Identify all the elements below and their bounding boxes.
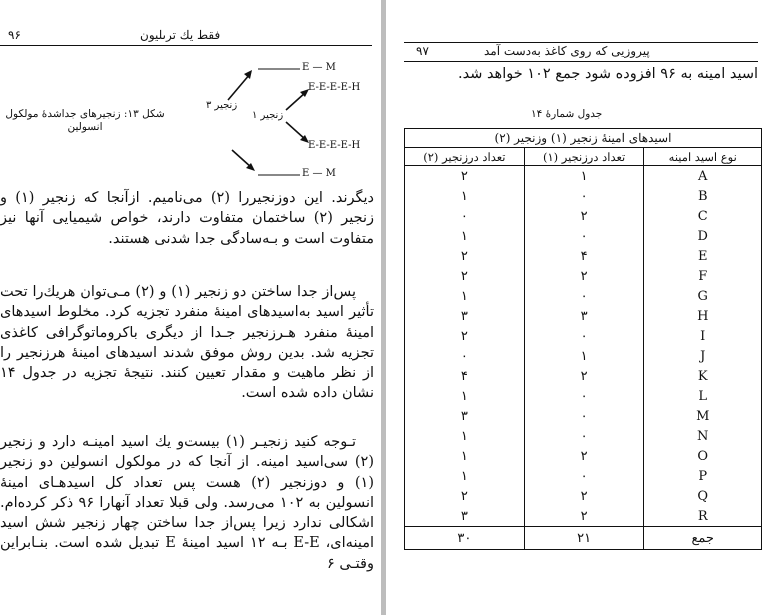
table-title: اسیدهای امینهٔ زنجیر (۱) وزنجیر (۲) <box>405 129 762 148</box>
row-amino-acid: N <box>644 426 762 446</box>
table-row <box>405 286 762 306</box>
table-row <box>405 446 762 466</box>
total-chain2: ۳۰ <box>405 527 525 550</box>
row-chain1-count: ۰ <box>524 406 644 426</box>
header-underline <box>404 61 758 62</box>
amino-acid-table <box>404 128 762 550</box>
row-chain1-count: ۱ <box>524 346 644 366</box>
total-chain1: ۲۱ <box>524 527 644 550</box>
table-row <box>405 166 762 187</box>
col-header-type: نوع اسید امینه <box>644 148 762 166</box>
table-row <box>405 266 762 286</box>
table-row <box>405 486 762 506</box>
total-label: جمع <box>644 527 762 550</box>
row-chain2-count: ۱ <box>405 286 525 306</box>
row-chain2-count: ۰ <box>405 206 525 226</box>
left-page <box>0 0 381 615</box>
row-amino-acid: I <box>644 326 762 346</box>
intro-line: اسید امینه به ۹۶ افزوده شود جمع ۱۰۲ خواهد شد. <box>457 66 758 82</box>
table-caption: جدول شمارهٔ ۱۴ <box>531 108 603 120</box>
row-amino-acid: F <box>644 266 762 286</box>
row-chain1-count: ۱ <box>524 166 644 187</box>
chain1-label: زنجیر ۱ <box>252 110 284 121</box>
running-title: پیروزیی که روی کاغذ به‌دست آمد <box>484 44 650 58</box>
row-chain1-count: ۲ <box>524 366 644 386</box>
table-row <box>405 326 762 346</box>
row-chain1-count: ۲ <box>524 206 644 226</box>
row-chain1-count: ۲ <box>524 506 644 527</box>
row-amino-acid: H <box>644 306 762 326</box>
row-chain1-count: ۴ <box>524 246 644 266</box>
row-chain2-count: ۲ <box>405 246 525 266</box>
row-amino-acid: M <box>644 406 762 426</box>
row-chain2-count: ۱ <box>405 466 525 486</box>
header-rule <box>404 42 758 43</box>
table-total-row <box>405 527 762 550</box>
row-chain2-count: ۲ <box>405 166 525 187</box>
row-amino-acid: K <box>644 366 762 386</box>
row-chain2-count: ۱ <box>405 186 525 206</box>
chain-bottom-label: E — M <box>302 168 336 179</box>
table-row <box>405 186 762 206</box>
row-chain2-count: ۲ <box>405 486 525 506</box>
row-chain2-count: ۳ <box>405 506 525 527</box>
row-amino-acid: O <box>644 446 762 466</box>
row-chain1-count: ۰ <box>524 186 644 206</box>
row-chain2-count: ۰ <box>405 346 525 366</box>
table-row <box>405 366 762 386</box>
row-amino-acid: E <box>644 246 762 266</box>
table-row <box>405 226 762 246</box>
row-amino-acid: G <box>644 286 762 306</box>
table-row <box>405 426 762 446</box>
row-amino-acid: J <box>644 346 762 366</box>
row-chain2-count: ۳ <box>405 406 525 426</box>
running-title: فقط یك ترىلیون <box>140 28 221 42</box>
paragraph-2: پس‌از جدا ساختن دو زنجیر (۱) و (۲) مـی‌توان هریك‌را تحت تأثیر اسید به‌اسیدهای امینهٔ منفرد تجزیه کرد. مخلوط اسیدهای امینهٔ منفرد هـرزنجیر جـدا از دیگری باکروماتوگرافی کاغذی تجزیه شد. بدین روش موفق شدند اسیدهای امینهٔ هرزنجیر را از نظر ماهیت و مقدار تعیین کنند. نتیجهٔ تجزیه در جدول ۱۴ نشان داده شده است. <box>0 284 374 402</box>
row-chain1-count: ۰ <box>524 286 644 306</box>
chain-lower-label: E-E-E-E-H <box>308 140 361 151</box>
row-amino-acid: R <box>644 506 762 527</box>
row-amino-acid: B <box>644 186 762 206</box>
row-chain2-count: ۱ <box>405 446 525 466</box>
table-row <box>405 386 762 406</box>
row-chain2-count: ۲ <box>405 266 525 286</box>
table-row <box>405 466 762 486</box>
row-chain1-count: ۲ <box>524 266 644 286</box>
row-chain2-count: ۲ <box>405 326 525 346</box>
chain-top-label: E — M <box>302 62 336 73</box>
col-header-chain2: تعداد درزنجیر (۲) <box>405 148 525 166</box>
paragraph-1: دیگرند. این دوزنجیررا (۲) می‌نامیم. ازآنجا که زنجیر (۱) و زنجیر (۲) ساختمان متفاوت دارند، خواص شیمیایی آنها نیز متفاوت است و بـه‌سادگی جدا شدنی هستند. <box>0 190 374 247</box>
row-chain2-count: ۳ <box>405 306 525 326</box>
chain-upper-label: E-E-E-E-H <box>308 82 361 93</box>
table-body <box>405 166 762 527</box>
row-amino-acid: L <box>644 386 762 406</box>
row-amino-acid: C <box>644 206 762 226</box>
table-row <box>405 406 762 426</box>
row-chain1-count: ۰ <box>524 326 644 346</box>
table-row <box>405 346 762 366</box>
col-header-chain1: تعداد درزنجیر (۱) <box>524 148 644 166</box>
row-chain2-count: ۱ <box>405 386 525 406</box>
table-row <box>405 246 762 266</box>
row-chain2-count: ۱ <box>405 226 525 246</box>
row-amino-acid: Q <box>644 486 762 506</box>
chain-arrows <box>0 0 381 190</box>
row-amino-acid: D <box>644 226 762 246</box>
paragraph-3: تـوجه کنید زنجیـر (۱) بیست‌و یك اسید امینـه دارد و زنجیر (۲) سی‌اسید امینه. از آنجا که در مولکول انسولین دو زنجیر (۱) و دوزنجیر (۲) هست پس تعداد کل اسیدهـای امینهٔ انسولین به ۱۰۲ می‌رسد. ولی قبلا تعداد آنهارا ۹۶ ذکر کرده‌ام. اشکالی ندارد زیرا پس‌از جدا ساختن چهار زنجیر شش اسید امینه‌ای، E-E بـه ۱۲ اسید امینهٔ E تبدیل شده است. بنـابراین وقتـی ۶ <box>0 434 375 572</box>
row-amino-acid: P <box>644 466 762 486</box>
row-chain1-count: ۲ <box>524 486 644 506</box>
row-chain1-count: ۰ <box>524 386 644 406</box>
row-chain1-count: ۰ <box>524 226 644 246</box>
table-row <box>405 206 762 226</box>
row-chain1-count: ۰ <box>524 426 644 446</box>
figure-caption: شکل ۱۳: زنجیرهای جداشدهٔ مولکول انسولین <box>5 108 165 133</box>
row-chain1-count: ۰ <box>524 466 644 486</box>
page-number: ۹۶ <box>8 28 21 42</box>
page-number: ۹۷ <box>416 44 429 58</box>
row-chain2-count: ۴ <box>405 366 525 386</box>
row-chain1-count: ۲ <box>524 446 644 466</box>
chain3-label: زنجیر ۳ <box>206 100 238 111</box>
table-row <box>405 506 762 527</box>
table-row <box>405 306 762 326</box>
row-amino-acid: A <box>644 166 762 187</box>
row-chain1-count: ۳ <box>524 306 644 326</box>
right-page <box>386 0 768 615</box>
row-chain2-count: ۱ <box>405 426 525 446</box>
